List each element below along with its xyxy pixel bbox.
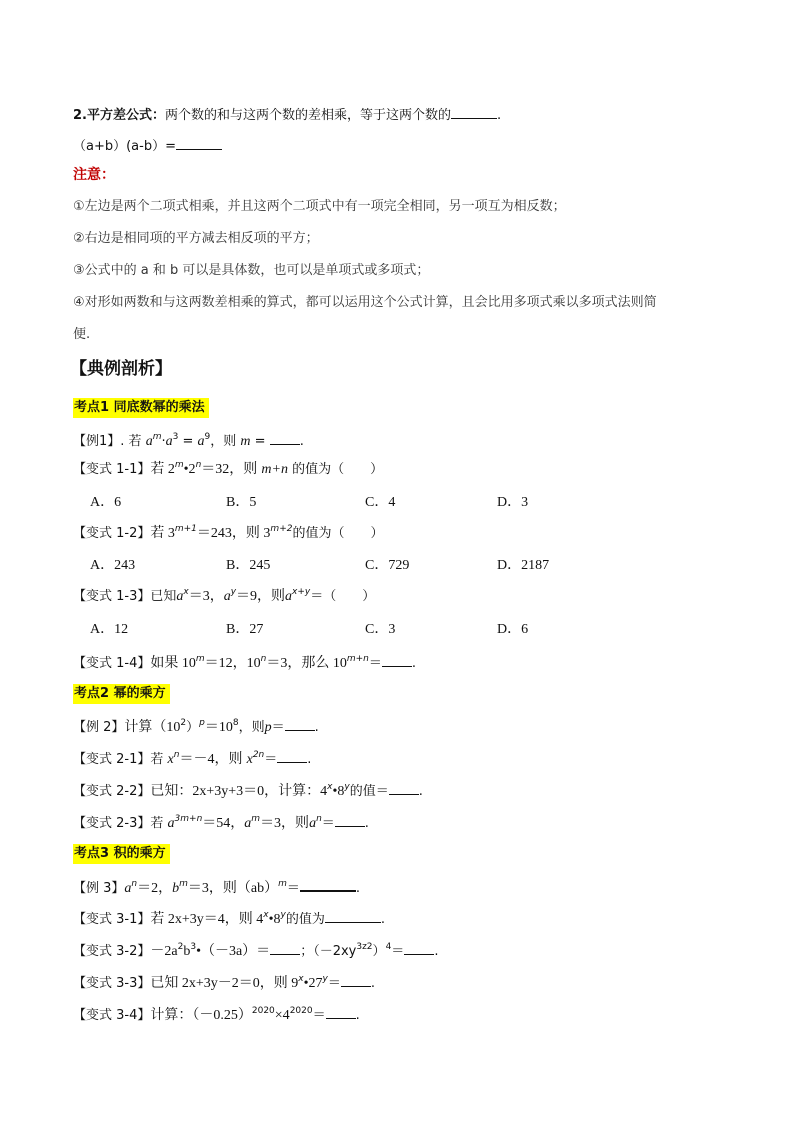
answer-blank [326, 1004, 356, 1019]
answer-blank [404, 940, 434, 955]
answer-blank [451, 104, 497, 119]
variant-2-2: 【变式 2-2】已知：2x+3y+3＝0，计算：4$^x$•8$^y$的值＝ . [73, 782, 423, 799]
answer-blank [341, 972, 371, 987]
example-1: 【例1】. 若 $a^m\cdot a^3 = a^9$，则 m = . [73, 432, 304, 449]
section-title: 【典例剖析】 [70, 359, 172, 379]
variant-2-1: 【变式 2-1】若 $x^n=-4$，则 $x^{2n}=$ . [73, 750, 312, 767]
option-c: C．729 [365, 558, 410, 573]
option-d: D．3 [497, 495, 529, 510]
variant-1-2: 【变式 1-2】若 $3^{m+1}=243$，则 $3^{m+2}$的值为（ ） [73, 524, 384, 541]
option-b: B．5 [226, 495, 257, 510]
answer-blank [270, 430, 300, 445]
variant-1-3: 【变式 1-3】已知$a^x=3$，$a^y=9$，则$a^{x+y}=$（ ） [73, 587, 376, 604]
option-a: A．12 [90, 622, 129, 637]
variant-3-3: 【变式 3-3】已知 2x+3y－2＝0，则 $9^x•27^y=$ . [73, 974, 375, 991]
answer-blank [285, 716, 315, 731]
formula-desc: 两个数的和与这两个数的差相乘，等于这两个数的 [164, 108, 451, 123]
variant-3-4: 【变式 3-4】计算：$(-0.25)^{2020}\times 4^{2020}=$ . [73, 1006, 360, 1023]
variant-3-1: 【变式 3-1】若 2x+3y＝4，则 4$^x$•8$^y$的值为 . [73, 910, 385, 927]
answer-blank [300, 876, 356, 892]
formula-title: 2.平方差公式： [73, 108, 165, 123]
option-d: D．2187 [497, 558, 550, 573]
answer-blank [270, 940, 300, 955]
variant-1-4: 【变式 1-4】如果 $10^m=12$，$10^n=3$，那么 $10^{m+n}=$ . [73, 654, 417, 671]
notice-item: 便. [73, 327, 91, 342]
notice-title: 注意： [73, 167, 115, 183]
option-d: D．6 [497, 622, 529, 637]
kaodian-label: 考点1 同底数幂的乘法 [73, 398, 209, 418]
kaodian-label: 考点2 幂的乘方 [73, 684, 170, 704]
formula-line: 2.平方差公式：两个数的和与这两个数的差相乘，等于这两个数的 . [73, 104, 501, 125]
answer-blank [325, 908, 381, 923]
formula-expr: （a+b）(a-b）= [73, 139, 176, 154]
answer-blank [382, 652, 412, 667]
option-a: A．243 [90, 558, 136, 573]
variant-2-3: 【变式 2-3】若 $a^{3m+n}=54$，$a^m=3$，则$a^n=$ . [73, 814, 369, 831]
notice-item: ③公式中的 a 和 b 可以是具体数，也可以是单项式或多项式； [73, 263, 430, 278]
answer-blank [335, 812, 365, 827]
notice-item: ④对形如两数和与这两数差相乘的算式，都可以运用这个公式计算，且会比用多项式乘以多项式法则简 [73, 295, 657, 310]
option-b: B．245 [226, 558, 271, 573]
answer-blank [277, 748, 307, 763]
option-a: A．6 [90, 495, 122, 510]
variant-3-2: 【变式 3-2】$-2a^2b^3•(-3a)=$ ；$(-2xy^{3z2})^4=$ . [73, 942, 439, 959]
formula-expr-line [73, 135, 222, 156]
option-c: C．4 [365, 495, 396, 510]
notice-item: ②右边是相同项的平方减去相反项的平方； [73, 231, 319, 246]
option-b: B．27 [226, 622, 264, 637]
option-c: C．3 [365, 622, 396, 637]
answer-blank [389, 780, 419, 795]
kaodian-label: 考点3 积的乘方 [73, 844, 170, 864]
example-2: 【例 2】计算$(10^2)^p=10^8$，则p＝ . [73, 718, 319, 735]
notice-item: ①左边是两个二项式相乘，并且这两个二项式中有一项完全相同，另一项互为相反数； [73, 199, 566, 214]
variant-1-1: 【变式 1-1】若 $2^m•2^n=32$，则 m+n 的值为（ ） [73, 460, 384, 477]
answer-blank [176, 135, 222, 150]
example-3: 【例 3】$a^n=2$，$b^m=3$，则（ab）$^m$＝ . [73, 876, 360, 898]
